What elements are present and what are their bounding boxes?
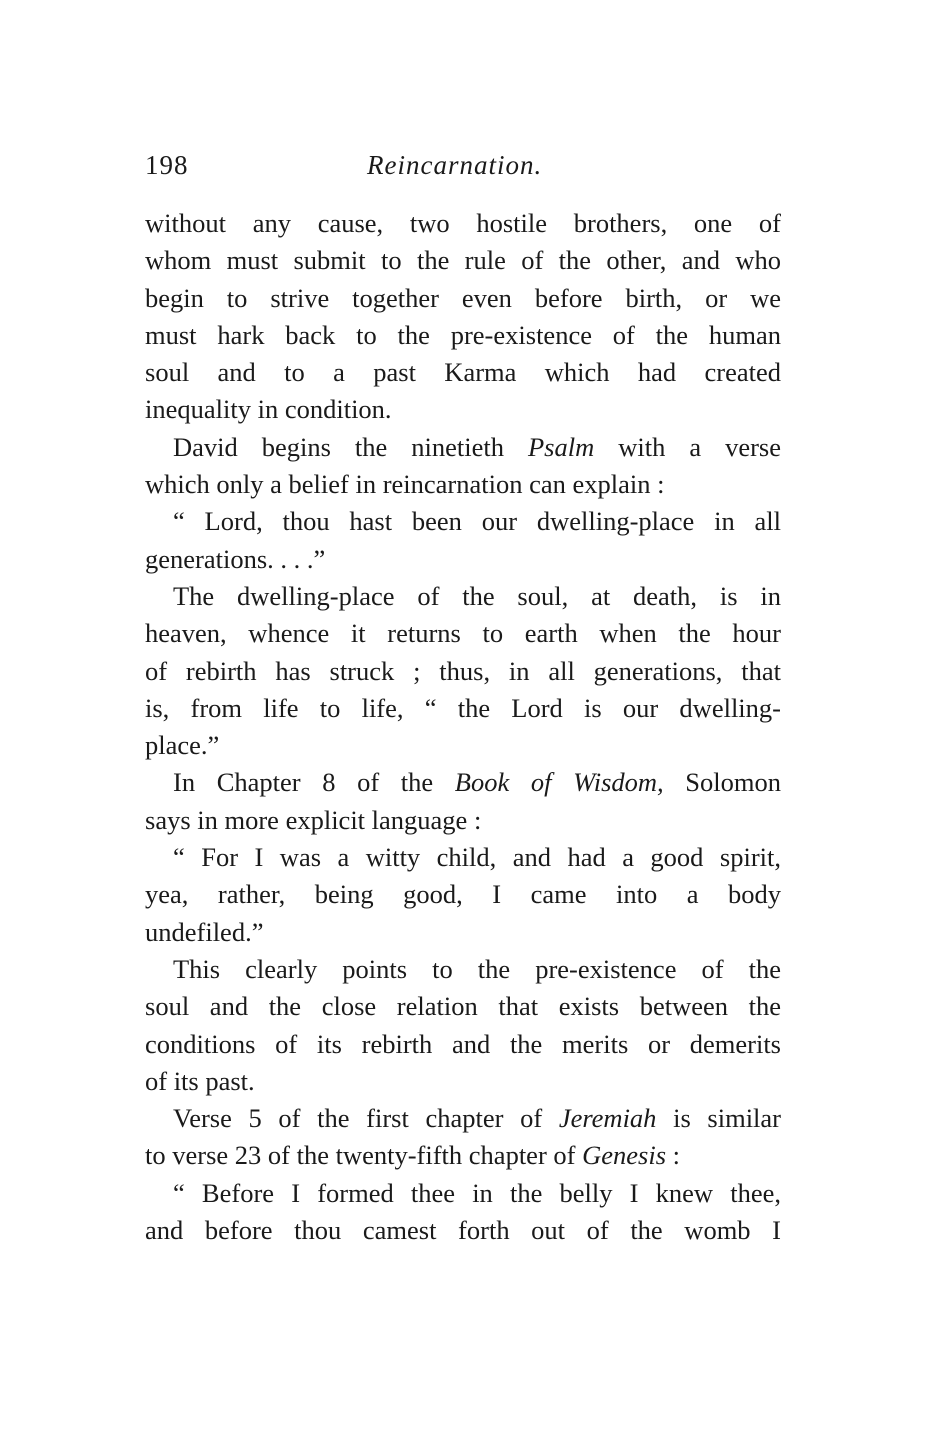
text-line: says in more explicit language : bbox=[145, 804, 482, 835]
text-run: to verse 23 of the twenty-fifth chapter of bbox=[145, 1140, 583, 1171]
italic-title: Book of Wisdom, bbox=[454, 767, 664, 798]
body-text bbox=[145, 205, 781, 1249]
text-line bbox=[145, 764, 781, 801]
text-run: Verse 5 of the first chapter of bbox=[173, 1103, 559, 1134]
text-line: and before thou camest forth out of the womb I bbox=[145, 1215, 781, 1246]
text-line bbox=[145, 1137, 781, 1174]
text-run: is similar bbox=[656, 1103, 781, 1134]
text-line: “ Before I formed thee in the belly I knew thee, bbox=[173, 1177, 781, 1208]
page-header bbox=[145, 150, 785, 190]
text-run: In Chapter 8 of the bbox=[173, 767, 455, 798]
text-line: must hark back to the pre-existence of the human bbox=[145, 319, 781, 350]
paragraph bbox=[145, 205, 781, 429]
italic-title: Psalm bbox=[528, 431, 595, 462]
text-line: without any cause, two hostile brothers, one of bbox=[145, 208, 781, 238]
page-number: 198 bbox=[145, 150, 189, 180]
italic-title: Genesis bbox=[582, 1140, 667, 1171]
text-line: heaven, whence it returns to earth when the hour bbox=[145, 618, 781, 649]
text-line: which only a belief in reincarnation can explain : bbox=[145, 469, 665, 500]
text-line: The dwelling-place of the soul, at death, is in bbox=[173, 580, 781, 611]
text-line bbox=[145, 1100, 781, 1137]
text-line: undefiled.” bbox=[145, 916, 264, 947]
paragraph bbox=[145, 1175, 781, 1250]
text-line: “ For I was a witty child, and had a good spirit, bbox=[173, 842, 781, 873]
text-line: is, from life to life, “ the Lord is our dwelling- bbox=[145, 692, 781, 723]
paragraph bbox=[145, 1100, 781, 1175]
text-run: with a verse bbox=[594, 431, 781, 462]
italic-title: Jeremiah bbox=[558, 1103, 657, 1134]
text-line: generations. . . .” bbox=[145, 543, 326, 574]
running-title: Reincarnation. bbox=[367, 150, 543, 180]
text-line: “ Lord, thou hast been our dwelling-place in all bbox=[173, 506, 781, 537]
text-line: soul and the close relation that exists between the bbox=[145, 991, 781, 1022]
text-line bbox=[145, 429, 781, 466]
text-line: conditions of its rebirth and the merits or demerits bbox=[145, 1028, 781, 1059]
text-line: soul and to a past Karma which had created bbox=[145, 357, 781, 388]
text-run: : bbox=[666, 1140, 681, 1171]
text-run: David begins the ninetieth bbox=[173, 431, 528, 462]
paragraph bbox=[145, 503, 781, 578]
text-line: yea, rather, being good, I came into a body bbox=[145, 879, 781, 910]
paragraph bbox=[145, 951, 781, 1100]
text-line: of its past. bbox=[145, 1065, 255, 1096]
text-line: whom must submit to the rule of the other, and who bbox=[145, 245, 781, 276]
paragraph bbox=[145, 839, 781, 951]
text-line: place.” bbox=[145, 730, 220, 761]
paragraph bbox=[145, 429, 781, 504]
text-line: of rebirth has struck ; thus, in all generations, that bbox=[145, 655, 781, 686]
text-line: This clearly points to the pre-existence of the bbox=[173, 953, 781, 984]
text-line: begin to strive together even before birth, or we bbox=[145, 282, 781, 313]
text-run: Solomon bbox=[663, 767, 781, 798]
paragraph bbox=[145, 764, 781, 839]
paragraph bbox=[145, 578, 781, 764]
text-line: inequality in condition. bbox=[145, 394, 392, 425]
